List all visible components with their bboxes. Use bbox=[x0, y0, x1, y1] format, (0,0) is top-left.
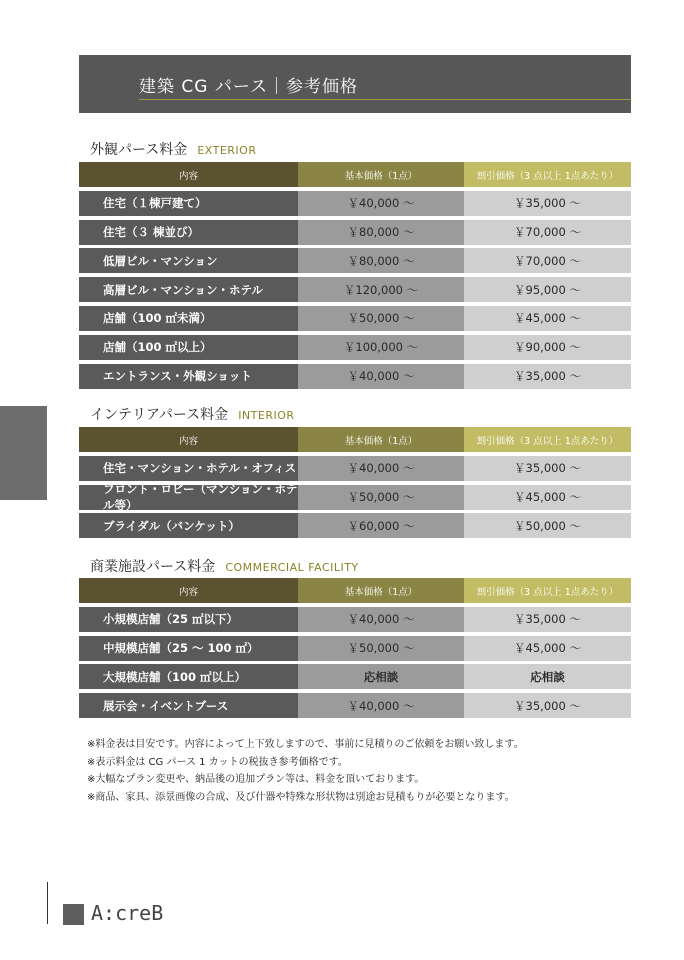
row-name: 店舗（100 ㎡未満） bbox=[79, 306, 298, 331]
header-base-price: 基本価格（1点） bbox=[298, 578, 464, 603]
row-discount-price: 応相談 bbox=[464, 664, 631, 689]
row-discount-price: ￥35,000 ～ bbox=[464, 191, 631, 216]
table-row bbox=[79, 513, 631, 538]
row-name: ブライダル（バンケット） bbox=[79, 513, 298, 538]
header-discount-price: 割引価格（3 点以上 1点あたり） bbox=[464, 578, 631, 603]
table-row bbox=[79, 607, 631, 632]
row-discount-price: ￥45,000 ～ bbox=[464, 306, 631, 331]
side-tab bbox=[0, 406, 47, 500]
header-content: 内容 bbox=[79, 427, 298, 452]
table-header bbox=[79, 427, 631, 452]
row-discount-price: ￥70,000 ～ bbox=[464, 220, 631, 245]
table-row bbox=[79, 335, 631, 360]
table-row bbox=[79, 456, 631, 481]
row-name: 店舗（100 ㎡以上） bbox=[79, 335, 298, 360]
footer-divider bbox=[47, 882, 48, 924]
row-base-price: ￥50,000 ～ bbox=[298, 485, 464, 510]
row-discount-price: ￥45,000 ～ bbox=[464, 636, 631, 661]
row-discount-price: ￥90,000 ～ bbox=[464, 335, 631, 360]
row-name: 中規模店舗（25 ～ 100 ㎡） bbox=[79, 636, 298, 661]
row-base-price: ￥100,000 ～ bbox=[298, 335, 464, 360]
row-discount-price: ￥50,000 ～ bbox=[464, 513, 631, 538]
row-discount-price: ￥35,000 ～ bbox=[464, 364, 631, 389]
row-name: 住宅（１棟戸建て） bbox=[79, 191, 298, 216]
row-base-price: ￥40,000 ～ bbox=[298, 456, 464, 481]
row-base-price: ￥40,000 ～ bbox=[298, 364, 464, 389]
table-header bbox=[79, 162, 631, 187]
row-name: 高層ビル・マンション・ホテル bbox=[79, 277, 298, 302]
page-title: 建築 CG パース｜参考価格 bbox=[139, 77, 359, 97]
section-title-text: 商業施設パース料金 bbox=[90, 559, 216, 575]
header-underline bbox=[139, 99, 631, 100]
row-discount-price: ￥95,000 ～ bbox=[464, 277, 631, 302]
row-base-price: ￥50,000 ～ bbox=[298, 636, 464, 661]
table-row bbox=[79, 306, 631, 331]
note-line: ※料金表は目安です。内容によって上下致しますので、事前に見積りのご依頼をお願い致します。 bbox=[87, 739, 524, 750]
row-base-price: ￥60,000 ～ bbox=[298, 513, 464, 538]
row-base-price: ￥120,000 ～ bbox=[298, 277, 464, 302]
row-name: 住宅（３ 棟並び） bbox=[79, 220, 298, 245]
table-row bbox=[79, 191, 631, 216]
price-table-commercial bbox=[79, 578, 631, 722]
row-base-price: ￥40,000 ～ bbox=[298, 191, 464, 216]
table-row bbox=[79, 482, 631, 513]
header-discount-price: 割引価格（3 点以上 1点あたり） bbox=[464, 427, 631, 452]
header-base-price: 基本価格（1点） bbox=[298, 427, 464, 452]
section-title-text: インテリアパース料金 bbox=[90, 407, 229, 423]
header-content: 内容 bbox=[79, 162, 298, 187]
row-name: 小規模店舗（25 ㎡以下） bbox=[79, 607, 298, 632]
notes bbox=[87, 736, 524, 806]
section-title-text: 外観パース料金 bbox=[90, 142, 188, 158]
row-discount-price: ￥45,000 ～ bbox=[464, 485, 631, 510]
row-name: フロント・ロビー（マンション・ホテル等） bbox=[79, 485, 298, 510]
logo-square-icon bbox=[63, 904, 84, 925]
section-title-exterior bbox=[90, 139, 256, 159]
row-discount-price: ￥35,000 ～ bbox=[464, 607, 631, 632]
section-title-commercial bbox=[90, 556, 359, 576]
row-name: 展示会・イベントブース bbox=[79, 693, 298, 718]
row-name: 低層ビル・マンション bbox=[79, 248, 298, 273]
section-title-en: INTERIOR bbox=[238, 409, 295, 422]
row-base-price: ￥50,000 ～ bbox=[298, 306, 464, 331]
section-title-en: EXTERIOR bbox=[197, 144, 257, 157]
table-row bbox=[79, 277, 631, 302]
row-base-price: ￥40,000 ～ bbox=[298, 693, 464, 718]
row-base-price: 応相談 bbox=[298, 664, 464, 689]
price-table-exterior bbox=[79, 162, 631, 392]
row-discount-price: ￥35,000 ～ bbox=[464, 456, 631, 481]
row-name: 住宅・マンション・ホテル・オフィス bbox=[79, 456, 298, 481]
table-row bbox=[79, 248, 631, 273]
row-discount-price: ￥70,000 ～ bbox=[464, 248, 631, 273]
section-title-en: COMMERCIAL FACILITY bbox=[225, 561, 359, 574]
row-name: エントランス・外観ショット bbox=[79, 364, 298, 389]
section-title-interior bbox=[90, 404, 295, 424]
header-discount-price: 割引価格（3 点以上 1点あたり） bbox=[464, 162, 631, 187]
logo: A:creB bbox=[91, 901, 164, 925]
row-discount-price: ￥35,000 ～ bbox=[464, 693, 631, 718]
table-row bbox=[79, 636, 631, 661]
row-base-price: ￥40,000 ～ bbox=[298, 607, 464, 632]
note-line: ※大幅なプラン変更や、納品後の追加プラン等は、料金を頂いております。 bbox=[87, 774, 425, 785]
row-base-price: ￥80,000 ～ bbox=[298, 248, 464, 273]
price-table-interior bbox=[79, 427, 631, 542]
header-base-price: 基本価格（1点） bbox=[298, 162, 464, 187]
row-base-price: ￥80,000 ～ bbox=[298, 220, 464, 245]
header-content: 内容 bbox=[79, 578, 298, 603]
note-line: ※表示料金は CG パース 1 カットの税抜き参考価格です。 bbox=[87, 756, 348, 768]
table-row bbox=[79, 693, 631, 718]
table-row bbox=[79, 664, 631, 689]
table-row bbox=[79, 364, 631, 389]
table-header bbox=[79, 578, 631, 603]
page-header bbox=[79, 55, 631, 113]
table-row bbox=[79, 220, 631, 245]
note-line: ※商品、家具、添景画像の合成、及び什器や特殊な形状物は別途お見積もりが必要となります。 bbox=[87, 791, 515, 803]
row-name: 大規模店舗（100 ㎡以上） bbox=[79, 664, 298, 689]
